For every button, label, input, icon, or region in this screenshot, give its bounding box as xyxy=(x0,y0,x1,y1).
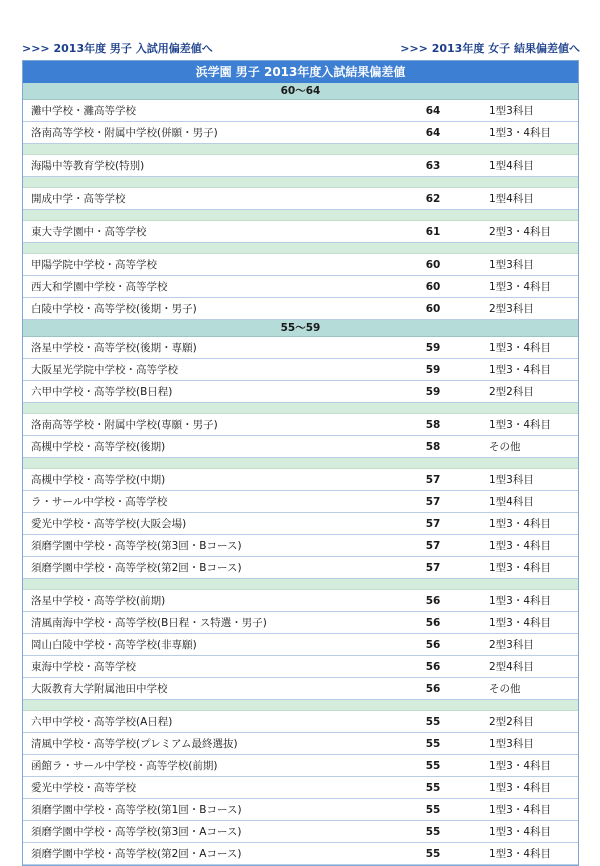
school-name: 須磨学園中学校・高等学校(第2回・Aコース) xyxy=(31,848,242,860)
deviation-score: 56 xyxy=(425,661,441,673)
group-separator xyxy=(23,243,578,254)
top-navigation xyxy=(22,40,580,56)
school-name: 高槻中学校・高等学校(後期) xyxy=(31,441,166,453)
deviation-score: 59 xyxy=(425,364,441,376)
table-row xyxy=(23,678,578,700)
group-separator xyxy=(23,177,578,188)
exam-subjects: 1型3・4科目 xyxy=(489,518,552,530)
exam-subjects: 1型3・4科目 xyxy=(489,804,552,816)
exam-subjects: 1型3科目 xyxy=(489,259,534,271)
school-name: 灘中学校・灘高等学校 xyxy=(31,105,136,117)
deviation-score: 56 xyxy=(425,595,441,607)
deviation-score: 57 xyxy=(425,540,441,552)
table-row xyxy=(23,612,578,634)
school-name: 大阪星光学院中学校・高等学校 xyxy=(31,364,178,376)
exam-subjects: 1型3科目 xyxy=(489,105,534,117)
table-row xyxy=(23,799,578,821)
exam-subjects: 1型3・4科目 xyxy=(489,419,552,431)
exam-subjects: 1型3・4科目 xyxy=(489,760,552,772)
exam-subjects: その他 xyxy=(489,441,521,453)
results-table xyxy=(22,60,579,866)
girls-result-deviation-link[interactable]: >>> 2013年度 女子 結果偏差値へ xyxy=(400,42,580,55)
exam-subjects: 1型3・4科目 xyxy=(489,540,552,552)
school-name: 洛南高等学校・附属中学校(専願・男子) xyxy=(31,419,218,431)
deviation-score: 57 xyxy=(425,562,441,574)
deviation-score: 55 xyxy=(425,738,441,750)
exam-subjects: 1型3科目 xyxy=(489,474,534,486)
deviation-score: 57 xyxy=(425,518,441,530)
school-name: 清風中学校・高等学校(プレミアム最終選抜) xyxy=(31,738,238,750)
deviation-score: 55 xyxy=(425,716,441,728)
deviation-score: 55 xyxy=(425,826,441,838)
exam-subjects: 2型4科目 xyxy=(489,661,534,673)
deviation-score: 56 xyxy=(425,639,441,651)
school-name: 愛光中学校・高等学校(大阪会場) xyxy=(31,518,187,530)
table-row xyxy=(23,821,578,843)
school-name: 六甲中学校・高等学校(B日程) xyxy=(31,386,173,398)
school-name: 白陵中学校・高等学校(後期・男子) xyxy=(31,303,197,315)
deviation-score: 62 xyxy=(425,193,441,205)
table-row xyxy=(23,755,578,777)
school-name: 須磨学園中学校・高等学校(第2回・Bコース) xyxy=(31,562,242,574)
school-name: 須磨学園中学校・高等学校(第3回・Aコース) xyxy=(31,826,242,838)
table-row xyxy=(23,634,578,656)
deviation-score: 55 xyxy=(425,848,441,860)
school-name: 海陽中等教育学校(特別) xyxy=(31,160,145,172)
table-body xyxy=(23,83,578,865)
deviation-score: 64 xyxy=(425,105,441,117)
group-separator xyxy=(23,700,578,711)
table-row xyxy=(23,155,578,177)
table-row xyxy=(23,843,578,865)
exam-subjects: 1型3・4科目 xyxy=(489,617,552,629)
group-separator xyxy=(23,403,578,414)
deviation-score: 56 xyxy=(425,683,441,695)
school-name: 岡山白陵中学校・高等学校(非専願) xyxy=(31,639,197,651)
table-row xyxy=(23,414,578,436)
school-name: 須磨学園中学校・高等学校(第3回・Bコース) xyxy=(31,540,242,552)
exam-subjects: 1型4科目 xyxy=(489,496,534,508)
table-row xyxy=(23,381,578,403)
deviation-score: 55 xyxy=(425,804,441,816)
deviation-score: 64 xyxy=(425,127,441,139)
exam-subjects: 2型3科目 xyxy=(489,639,534,651)
table-row xyxy=(23,557,578,579)
exam-subjects: 1型3・4科目 xyxy=(489,595,552,607)
school-name: 愛光中学校・高等学校 xyxy=(31,782,136,794)
exam-subjects: 1型3・4科目 xyxy=(489,342,552,354)
table-row xyxy=(23,221,578,243)
table-row xyxy=(23,298,578,320)
school-name: 東海中学校・高等学校 xyxy=(31,661,136,673)
school-name: 大阪教育大学附属池田中学校 xyxy=(31,683,168,695)
exam-subjects: 1型3・4科目 xyxy=(489,848,552,860)
score-band-header: 60～64 xyxy=(23,83,578,100)
exam-subjects: 2型2科目 xyxy=(489,386,534,398)
deviation-score: 56 xyxy=(425,617,441,629)
boys-exam-deviation-link[interactable]: >>> 2013年度 男子 入試用偏差値へ xyxy=(22,42,213,55)
exam-subjects: 1型4科目 xyxy=(489,160,534,172)
exam-subjects: 2型3・4科目 xyxy=(489,226,552,238)
school-name: 開成中学・高等学校 xyxy=(31,193,126,205)
table-row xyxy=(23,276,578,298)
table-row xyxy=(23,777,578,799)
table-row xyxy=(23,733,578,755)
deviation-score: 55 xyxy=(425,760,441,772)
table-row xyxy=(23,436,578,458)
deviation-score: 61 xyxy=(425,226,441,238)
deviation-score: 57 xyxy=(425,496,441,508)
exam-subjects: 1型3・4科目 xyxy=(489,826,552,838)
school-name: ラ・サール中学校・高等学校 xyxy=(31,496,168,508)
exam-subjects: 1型3・4科目 xyxy=(489,782,552,794)
school-name: 清風南海中学校・高等学校(B日程・ス特選・男子) xyxy=(31,617,267,629)
table-row xyxy=(23,656,578,678)
table-row xyxy=(23,122,578,144)
table-row xyxy=(23,188,578,210)
school-name: 六甲中学校・高等学校(A日程) xyxy=(31,716,173,728)
deviation-score: 57 xyxy=(425,474,441,486)
school-name: 函館ラ・サール中学校・高等学校(前期) xyxy=(31,760,218,772)
table-row xyxy=(23,469,578,491)
table-row xyxy=(23,337,578,359)
deviation-score: 59 xyxy=(425,386,441,398)
exam-subjects: 1型3・4科目 xyxy=(489,562,552,574)
exam-subjects: 1型4科目 xyxy=(489,193,534,205)
table-row xyxy=(23,359,578,381)
table-row xyxy=(23,491,578,513)
exam-subjects: 2型2科目 xyxy=(489,716,534,728)
table-row xyxy=(23,254,578,276)
table-row xyxy=(23,100,578,122)
exam-subjects: 1型3・4科目 xyxy=(489,364,552,376)
exam-subjects: その他 xyxy=(489,683,521,695)
school-name: 洛星中学校・高等学校(後期・専願) xyxy=(31,342,197,354)
score-band-header: 55～59 xyxy=(23,320,578,337)
deviation-score: 63 xyxy=(425,160,441,172)
table-row xyxy=(23,590,578,612)
exam-subjects: 1型3・4科目 xyxy=(489,127,552,139)
exam-subjects: 1型3・4科目 xyxy=(489,281,552,293)
deviation-score: 60 xyxy=(425,259,441,271)
deviation-score: 58 xyxy=(425,419,441,431)
table-row xyxy=(23,513,578,535)
school-name: 西大和学園中学校・高等学校 xyxy=(31,281,168,293)
group-separator xyxy=(23,144,578,155)
table-row xyxy=(23,535,578,557)
group-separator xyxy=(23,579,578,590)
exam-subjects: 2型3科目 xyxy=(489,303,534,315)
deviation-score: 55 xyxy=(425,782,441,794)
deviation-score: 59 xyxy=(425,342,441,354)
deviation-score: 58 xyxy=(425,441,441,453)
school-name: 高槻中学校・高等学校(中期) xyxy=(31,474,166,486)
school-name: 東大寺学園中・高等学校 xyxy=(31,226,147,238)
deviation-score: 60 xyxy=(425,281,441,293)
school-name: 洛星中学校・高等学校(前期) xyxy=(31,595,166,607)
group-separator xyxy=(23,458,578,469)
school-name: 洛南高等学校・附属中学校(併願・男子) xyxy=(31,127,218,139)
table-title: 浜学園 男子 2013年度入試結果偏差値 xyxy=(23,61,578,83)
school-name: 甲陽学院中学校・高等学校 xyxy=(31,259,157,271)
exam-subjects: 1型3科目 xyxy=(489,738,534,750)
group-separator xyxy=(23,210,578,221)
school-name: 須磨学園中学校・高等学校(第1回・Bコース) xyxy=(31,804,242,816)
deviation-score: 60 xyxy=(425,303,441,315)
table-row xyxy=(23,711,578,733)
